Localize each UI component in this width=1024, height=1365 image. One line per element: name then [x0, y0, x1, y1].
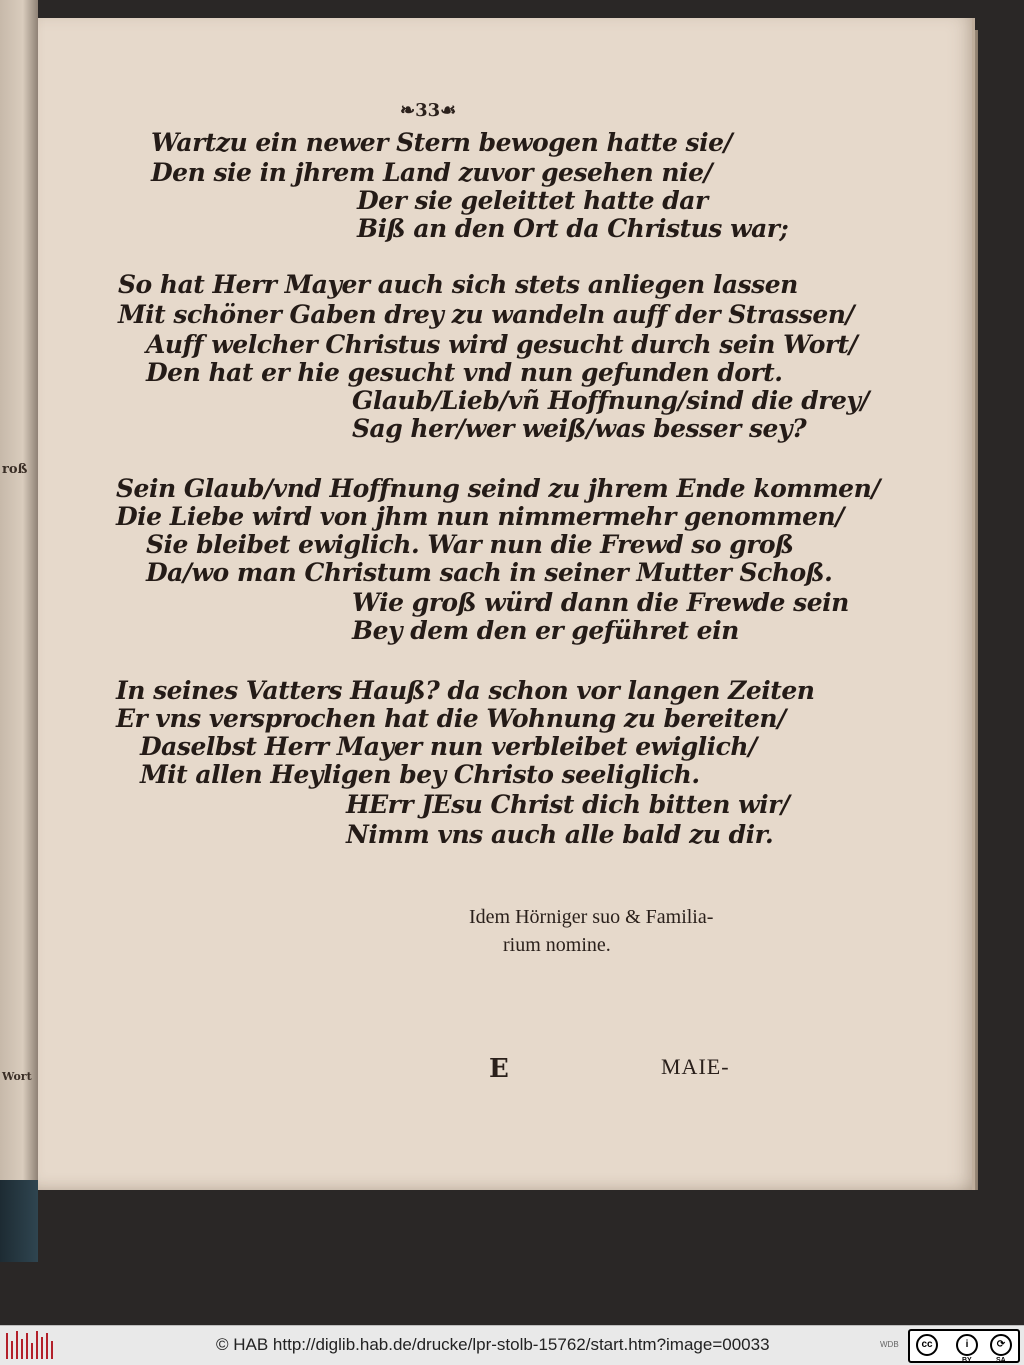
signature-line: Idem Hörniger suo & Familia- [469, 906, 714, 928]
verse-line: Auff welcher Christus wird gesucht durch sein Wort/ [146, 330, 858, 359]
verse-line: Daselbst Herr Mayer nun verbleibet ewiglich/ [140, 732, 757, 761]
verse-line: Nimm vns auch alle bald zu dir. [346, 820, 774, 849]
verse-line: Glaub/Lieb/vñ Hoffnung/sind die drey/ [352, 386, 870, 415]
verse-line: Wie groß würd dann die Frewde sein [352, 588, 849, 617]
facing-page-edge [0, 0, 38, 1262]
verse-line: HErr JEsu Christ dich bitten wir/ [346, 790, 790, 819]
cc-icon: cc [916, 1334, 938, 1356]
margin-fragment: roß [2, 462, 28, 477]
verse-line: Wartzu ein newer Stern bewogen hatte sie/ [151, 128, 733, 157]
verse-line: Mit schöner Gaben drey zu wandeln auff der Strassen/ [118, 300, 855, 329]
verse-line: Da/wo man Christum sach in seiner Mutter Schoß. [146, 558, 833, 587]
signature-mark: E [489, 1054, 509, 1084]
verse-line: Der sie geleittet hatte dar [357, 186, 708, 215]
verse-line: Den sie in jhrem Land zuvor gesehen nie/ [151, 158, 713, 187]
verse-line: Sag her/wer weiß/was besser sey? [352, 414, 807, 443]
verse-line: Er vns versprochen hat die Wohnung zu bereiten/ [116, 704, 786, 733]
verse-line: Die Liebe wird von jhm nun nimmermehr genommen/ [116, 502, 844, 531]
ornament-right: ☙ [440, 100, 457, 121]
verse-line: Mit allen Heyligen bey Christo seeliglich. [140, 760, 700, 789]
verse-line: Sie bleibet ewiglich. War nun die Frewd so groß [146, 530, 794, 559]
catchword: MAIE- [661, 1054, 730, 1079]
margin-fragment: Wort [2, 1070, 32, 1083]
wdb-label: WDB [880, 1340, 899, 1349]
verse-line: Biß an den Ort da Christus war; [357, 214, 789, 243]
ornament-left: ❧ [400, 100, 416, 121]
verse-line: Sein Glaub/vnd Hoffnung seind zu jhrem Ende kommen/ [116, 474, 880, 503]
sa-share-alike-icon: ⟳ [990, 1334, 1012, 1356]
sa-label: SA [996, 1357, 1006, 1364]
signature-line: rium nomine. [503, 934, 611, 956]
verse-line: In seines Vatters Hauß? da schon vor langen Zeiten [116, 676, 815, 705]
cc-license-badge[interactable] [908, 1329, 1020, 1363]
by-label: BY [962, 1357, 972, 1364]
footer-url[interactable]: © HAB http://diglib.hab.de/drucke/lpr-stolb-15762/start.htm?image=00033 [216, 1335, 770, 1354]
hab-logo-icon [6, 1331, 53, 1359]
verse-line: Bey dem den er geführet ein [352, 616, 739, 645]
footer-bar [0, 1325, 1024, 1365]
book-spine [0, 1180, 38, 1262]
verse-line: Den hat er hie gesucht vnd nun gefunden dort. [146, 358, 783, 387]
page-number: ❧33☙ [400, 100, 457, 121]
by-attribution-icon: i [956, 1334, 978, 1356]
verse-line: So hat Herr Mayer auch sich stets anliegen lassen [118, 270, 798, 299]
